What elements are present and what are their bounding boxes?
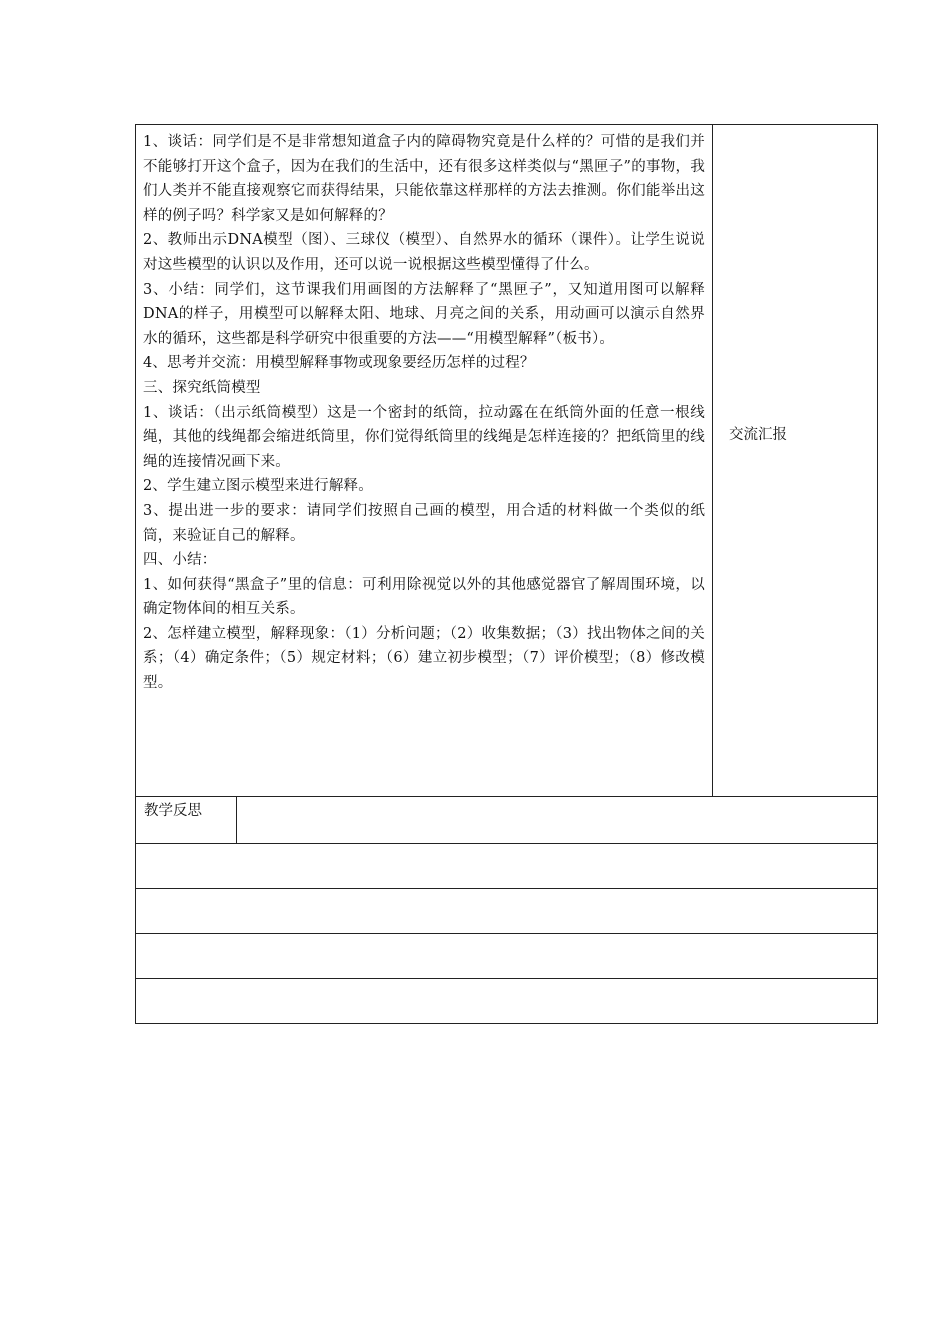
paragraph-show-models: 2、教师出示DNA模型（图）、三球仪（模型）、自然界水的循环（课件）。让学生说说对这些模型的认识以及作用，还可以说一说根据这些模型懂得了什么。	[143, 232, 706, 273]
paragraph-build-model-steps: 2、怎样建立模型，解释现象：（1）分析问题；（2）收集数据；（3）找出物体之间的关系；（4）确定条件；（5）规定材料；（6）建立初步模型；（7）评价模型；（8）修改模型。	[143, 625, 706, 692]
blank-cell	[136, 979, 878, 1024]
paragraph-discuss: 4、思考并交流：用模型解释事物或现象要经历怎样的过程？	[143, 355, 535, 372]
lesson-content-row	[136, 125, 878, 797]
blank-row	[136, 934, 878, 979]
blank-cell	[136, 934, 878, 979]
section-heading-summary: 四、小结：	[143, 552, 217, 569]
blank-row	[136, 844, 878, 889]
reflection-content-cell	[237, 797, 878, 844]
teaching-process-cell	[136, 125, 713, 797]
student-activity-text: 交流汇报	[729, 426, 788, 443]
student-activity-cell	[713, 125, 878, 797]
paragraph-black-box-info: 1、如何获得“黑盒子”里的信息：可利用除视觉以外的其他感觉器官了解周围环境，以确定物体间的相互关系。	[143, 576, 706, 618]
paragraph-paper-tube-talk: 1、谈话：（出示纸筒模型）这是一个密封的纸筒，拉动露在在纸筒外面的任意一根线绳，其他的线绳都会缩进纸筒里，你们觉得纸筒里的线绳是怎样连接的？把纸筒里的线绳的连接情况画下来。	[143, 404, 706, 470]
paragraph-student-model: 2、学生建立图示模型来进行解释。	[143, 478, 373, 495]
blank-row	[136, 979, 878, 1024]
blank-cell	[136, 889, 878, 934]
blank-cell	[136, 844, 878, 889]
teaching-process-text	[136, 125, 712, 696]
reflection-label: 教学反思	[136, 797, 237, 844]
paragraph-talk: 1、谈话：同学们是不是非常想知道盒子内的障碍物究竟是什么样的？可惜的是我们并不能够打开这个盒子，因为在我们的生活中，还有很多这样类似与“黑匣子”的事物，我们人类并不能直接观察它而获得结果，只能依靠这样那样的方法去推测。你们能举出这样的例子吗？科学家又是如何解释的？	[143, 134, 706, 224]
paragraph-summary: 3、小结：同学们，这节课我们用画图的方法解释了“黑匣子”，又知道用图可以解释DNA的样子，用模型可以解释太阳、地球、月亮之间的关系，用动画可以演示自然界水的循环，这些都是科学研究中很重要的方法——“用模型解释”（板书）。	[143, 281, 706, 347]
section-heading-paper-tube: 三、探究纸筒模型	[143, 379, 261, 396]
reflection-row	[136, 797, 878, 844]
blank-row	[136, 889, 878, 934]
paragraph-further-request: 3、提出进一步的要求：请同学们按照自己画的模型，用合适的材料做一个类似的纸筒，来验证自己的解释。	[143, 502, 706, 544]
lesson-plan-table	[135, 124, 878, 1024]
